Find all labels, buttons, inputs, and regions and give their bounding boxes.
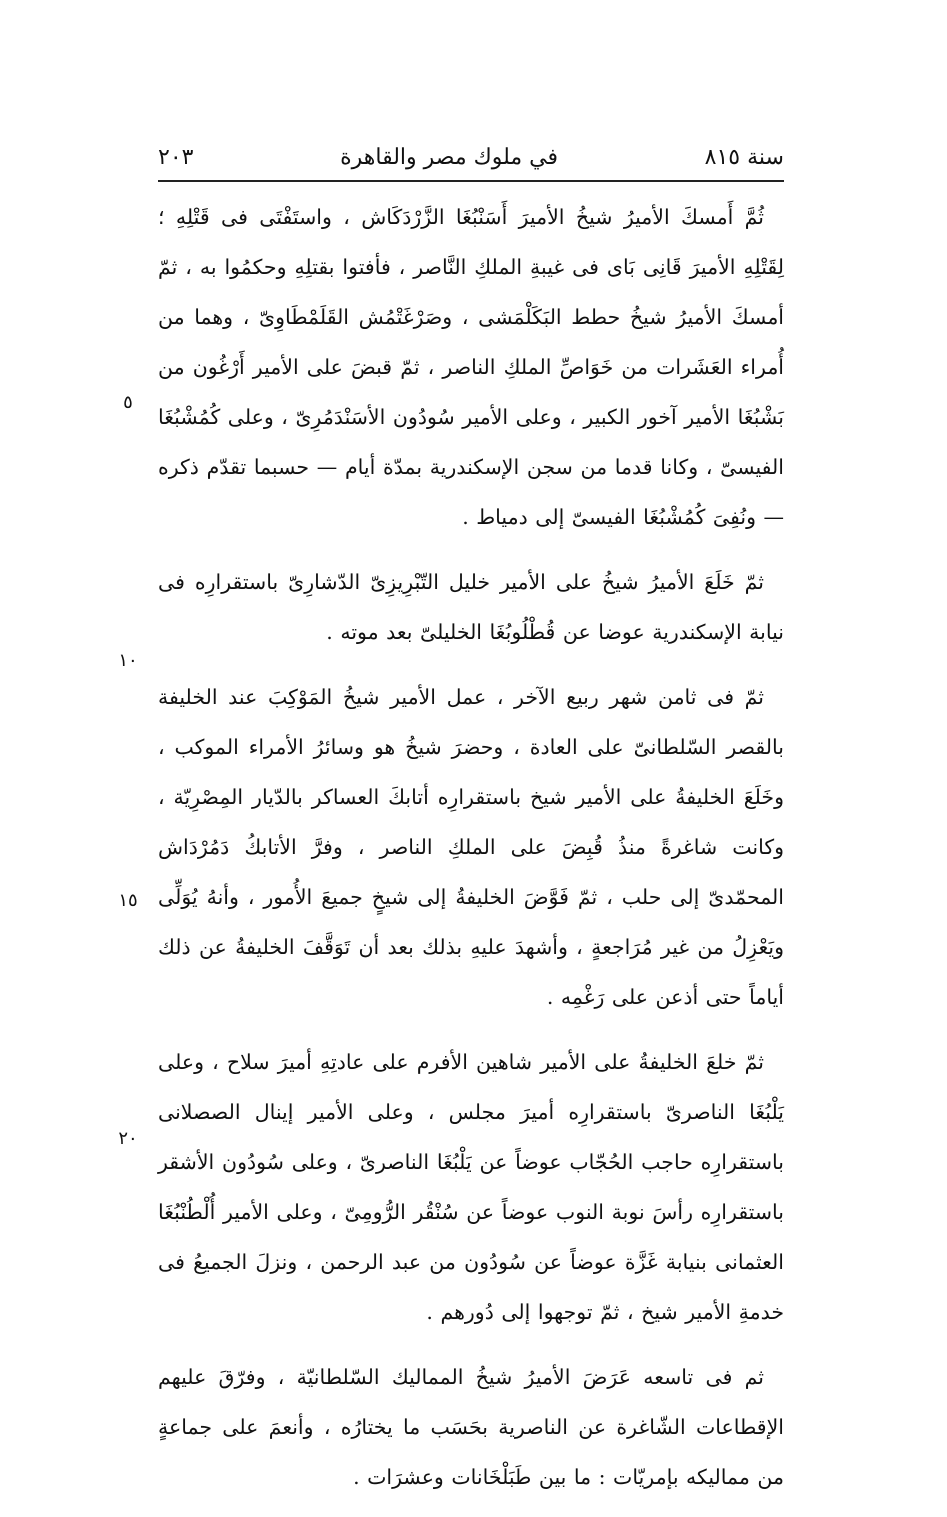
paragraph-4 xyxy=(158,1037,784,1337)
page-body xyxy=(158,192,784,1517)
paragraph-text: ثم فى تاسعه عَرَضَ الأميرُ شيخُ المماليك السّلطانيّة ، وفرّقَ عليهم الإقطاعات الشّاغرة عن الناصرية بحَسَب ما يختارُه ، وأنعمَ على جماعةٍ من مماليكه بإمريّات : ما بين طَبَلْخَانات وعشرَات . xyxy=(158,1365,784,1489)
paragraph-2 xyxy=(158,557,784,657)
paragraph-5 xyxy=(158,1352,784,1502)
line-number-10: ١٠ xyxy=(118,650,138,671)
paragraph-text: ثمّ خَلَعَ الأميرُ شيخُ على الأمير خليل التّبْرِيزِىّ الدّشارِىّ باستقرارِه فى نيابة الإسكندرية عوضا عن قُطْلُوبُغَا الخليلىّ بعد موته . xyxy=(158,570,784,644)
paragraph-text: ثمّ خلعَ الخليفةُ على الأمير شاهين الأفرم على عادتِهِ أميرَ سلاح ، وعلى يَلْبُغَا الناصرىّ باستقرارِه أميرَ مجلس ، وعلى الأمير إينال الصصلانى باستقرارِه حاجب الحُجّاب عوضاً عن يَلْبُغَا الناصرىّ ، وعلى سُودُون الأشقر باستقرارِه رأسَ نوبة النوب عوضاً عن سُنْقُر الرُّومِىّ ، وعلى الأمير أُلْطُنْبُغَا العثمانى بنيابة غَزَّة عوضاً عن سُودُون من عبد الرحمن ، ونزلَ الجميعُ فى خدمةِ الأمير شيخ ، ثمّ توجهوا إلى دُورهم . xyxy=(158,1050,784,1324)
running-header xyxy=(158,140,784,174)
line-number-20: ٢٠ xyxy=(118,1128,138,1149)
paragraph-3 xyxy=(158,672,784,1022)
paragraph-1 xyxy=(158,192,784,542)
line-number-5: ٥ xyxy=(123,392,133,413)
header-rule xyxy=(158,180,784,182)
header-title: في ملوك مصر والقاهرة xyxy=(340,144,559,170)
line-number-15: ١٥ xyxy=(118,890,138,911)
paragraph-text: ثُمَّ أَمسكَ الأميرُ شيخُ الأميرَ أَسَنْبُغَا الزَّرْدَكَاش ، واستَفْتَى فى قَتْلِهِ ؛ لِقَتْلِهِ الأميرَ قَانِى بَاى فى غيبةِ الملكِ النَّاصر ، فأفتوا بقتلِهِ وحكمُوا به ، ثمّ أمسكَ الأميرُ شيخُ حطط البَكَلْمَشى ، وصَرْغَتْمُش القَلَمْطَاوِىّ ، وهما من أُمراء العَشَرات من خَوَاصِّ الملكِ الناصر ، ثمّ قبضَ على الأمير أَرْغُون من بَشْبُغَا الأمير آخور الكبير ، وعلى الأمير سُودُون الأسَنْدَمُرِىّ ، وعلى كُمُشْبُغَا الفيسىّ ، وكانا قدما من سجن الإسكندرية بمدّة أيام — حسبما تقدّم ذكره — ونُفِىَ كُمُشْبُغَا الفيسىّ إلى دمياط . xyxy=(158,205,784,529)
header-year: سنة ٨١٥ xyxy=(704,144,784,170)
page-number: ٢٠٣ xyxy=(158,144,194,170)
paragraph-text: ثمّ فى ثامن شهر ربيع الآخر ، عمل الأمير شيخُ المَوْكِبَ عند الخليفة بالقصر السّلطانىّ على العادة ، وحضرَ شيخُ هو وسائرُ الأمراء الموكب ، وخَلَعَ الخليفةُ على الأمير شيخ باستقرارِه أتابكَ العساكر بالدّيار المِصْرِيّة ، وكانت شاغرةً منذُ قُبِضَ على الملكِ الناصر ، وفرَّ الأتابكُ دَمُرْدَاش المحمّدىّ إلى حلب ، ثمّ فَوَّضَ الخليفةُ إلى شيخٍ جميعَ الأُمور ، وأنهُ يُوَلِّى ويَعْزِلُ من غير مُرَاجعةٍ ، وأشهدَ عليهِ بذلك بعد أن تَوَقَّفَ الخليفةُ عن ذلك أياماً حتى أذعن على رَغْمِه . xyxy=(158,685,784,1009)
